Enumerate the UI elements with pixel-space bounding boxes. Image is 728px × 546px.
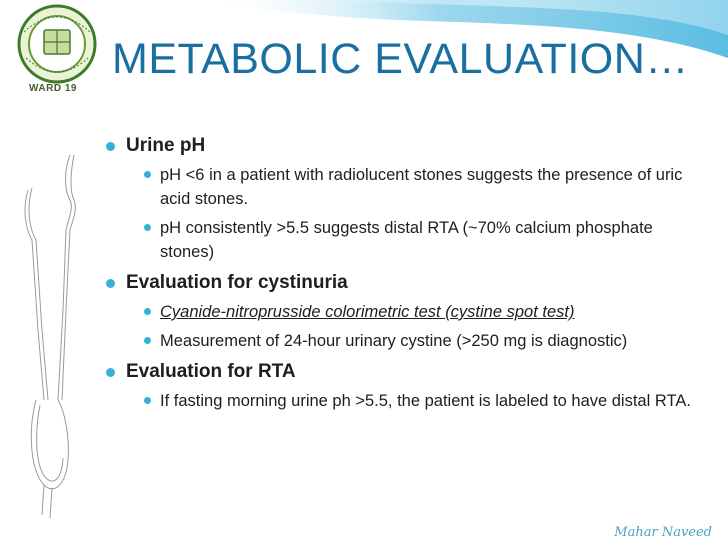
bullet-icon [106, 142, 115, 151]
slide-title: METABOLIC EVALUATION… [112, 35, 689, 83]
bullet-icon [144, 171, 151, 178]
list-item: If fasting morning urine ph >5.5, the patient is labeled to have distal RTA. [130, 389, 704, 413]
bullet-icon [144, 224, 151, 231]
bullet-icon [144, 397, 151, 404]
bullet-icon [106, 279, 115, 288]
section-heading-cystinuria: Evaluation for cystinuria [104, 269, 704, 297]
list-item [130, 300, 704, 324]
cystine-spot-test-link[interactable]: Cyanide-nitroprusside colorimetric test (cystine spot test) [160, 303, 575, 321]
bullet-icon [144, 337, 151, 344]
ureter-sketch-illustration [8, 150, 88, 530]
section-heading-urine-ph: Urine pH [104, 132, 704, 160]
slide-content [104, 132, 704, 418]
author-signature: Mahar Naveed [614, 525, 712, 540]
logo-caption: WARD 19 [29, 83, 77, 94]
bullet-icon [106, 368, 115, 377]
list-item: pH <6 in a patient with radiolucent stones suggests the presence of uric acid stones. [130, 163, 704, 211]
section-heading-rta: Evaluation for RTA [104, 358, 704, 386]
list-item: pH consistently >5.5 suggests distal RTA (~70% calcium phosphate stones) [130, 216, 704, 264]
list-item: Measurement of 24-hour urinary cystine (>250 mg is diagnostic) [130, 329, 704, 353]
bullet-icon [144, 308, 151, 315]
